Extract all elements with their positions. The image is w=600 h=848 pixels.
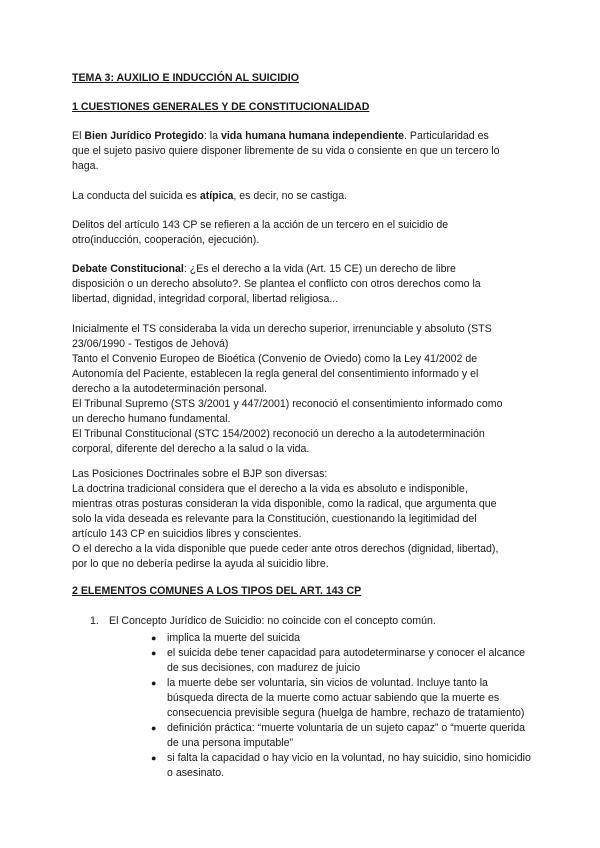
bullet-item: ● implica la muerte del suicida [151,632,301,644]
bullet-icon: ● [151,753,157,763]
list-number: 1. [90,615,99,627]
bullet-item: ● si falta la capacidad o hay vicio en la voluntad, no hay suicidio, sino homicidio o asesinato. [151,752,531,779]
bullet-icon: ● [151,648,157,658]
section-1-heading: 1 CUESTIONES GENERALES Y DE CONSTITUCIONALIDAD [72,101,370,113]
list-item-text: El Concepto Jurídico de Suicidio: no coincide con el concepto común. [109,615,436,627]
document-title: TEMA 3: AUXILIO E INDUCCIÓN AL SUICIDIO [72,72,299,84]
section-2-heading: 2 ELEMENTOS COMUNES A LOS TIPOS DEL ART. 143 CP [72,585,362,597]
numbered-list [72,614,542,781]
bullet-icon: ● [151,723,157,733]
paragraph-bien-juridico: El Bien Jurídico Protegido: la vida humana humana independiente. Particularidad es que el sujeto pasivo quiere disponer libremente de su vida o consiente en que un tercero lo haga. [72,130,500,172]
paragraph-debate: Debate Constitucional: ¿Es el derecho a la vida (Art. 15 CE) un derecho de libre disposición o un derecho absoluto?. Se plantea el conflicto con otros derechos como la libertad, dignidad, integridad corporal, libertad religiosa... [72,263,481,305]
paragraph-jurisprudencia: Inicialmente el TS consideraba la vida un derecho superior, irrenunciable y absoluto (STS 23/06/1990 - Testigos de Jehová) Tanto el Convenio Europeo de Bioética (Convenio de Oviedo) como la Ley 41/2002 de Autonomía del Paciente, establecen la regla general del consentimiento informado y el derecho a la autodeterminación personal. El Tribunal Supremo (STS 3/2001 y 447/2001) reconoció el consentimiento informado como un derecho humano fundamental. El Tribunal Constitucional (STC 154/2002) reconoció un derecho a la autodeterminación corporal, diferente del derecho a la salud o la vida. [72,323,503,455]
bullet-icon: ● [151,678,157,688]
bullet-item: ● el suicida debe tener capacidad para autodeterminarse y conocer el alcance de sus decisiones, con madurez de juicio [151,647,526,674]
bullet-item: ● la muerte debe ser voluntaria, sin vicios de voluntad. Incluye tanto la búsqueda directa de la muerte como actuar sabiendo que la muerte es consecuencia previsible segura (huelga de hambre, rechazo de tratamiento) [151,677,525,719]
paragraph-delitos: Delitos del artículo 143 CP se refieren a la acción de un tercero en el suicidio de otro(inducción, cooperación, ejecución). [72,219,449,246]
bullet-item: ● definición práctica: “muerte voluntaria de un sujeto capaz” o “muerte querida de una persona imputable” [151,722,526,749]
list-item [72,614,542,781]
bullet-icon: ● [151,633,157,643]
bullet-list [90,631,542,781]
paragraph-conducta: La conducta del suicida es atípica, es decir, no se castiga. [72,190,348,202]
paragraph-posiciones-doctrinales: Las Posiciones Doctrinales sobre el BJP son diversas: La doctrina tradicional considera que el derecho a la vida es absoluto e indisponible, mientras otras posturas consideran la vida disponible, como la radical, que argumenta que solo la vida deseada es relevante para la Constitución, cuestionando la legitimidad del artículo 143 CP en suicidios libres y conscientes. O el derecho a la vida disponible que puede ceder ante otros derechos (dignidad, libertad), por lo que no debería pedirse la ayuda al suicidio libre. [72,468,499,570]
